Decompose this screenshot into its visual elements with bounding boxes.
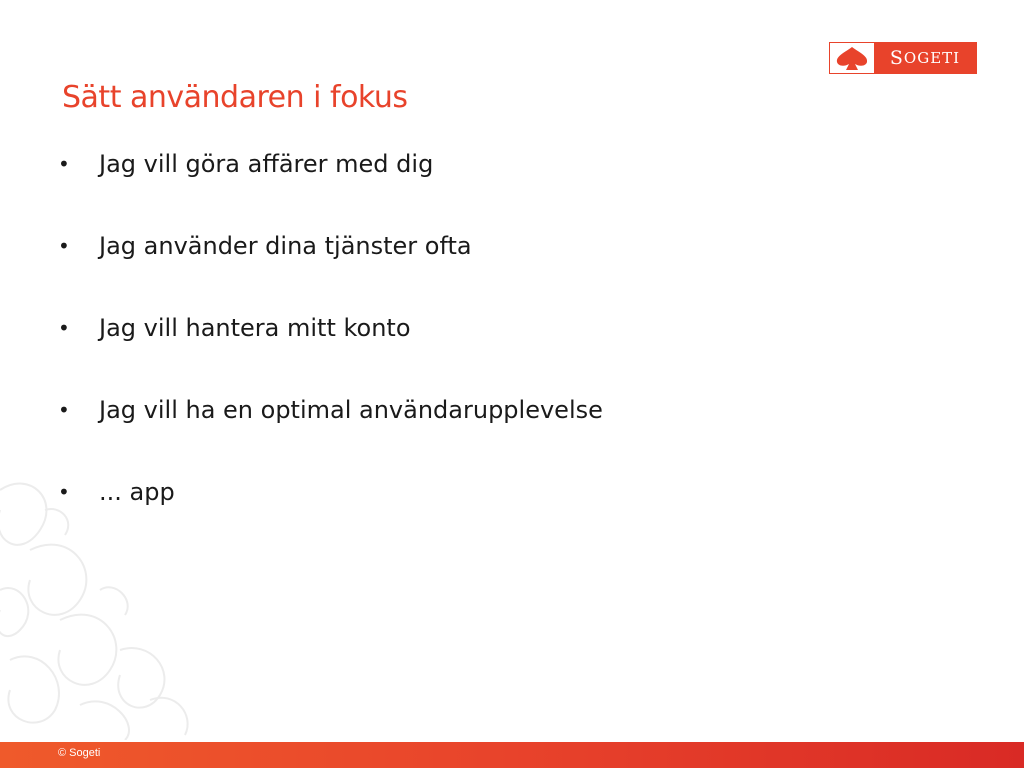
bullet-text: Jag vill göra affärer med dig — [99, 150, 434, 178]
logo-wordmark: S OGETI — [874, 43, 976, 73]
bullet-text: ... app — [99, 478, 175, 506]
bullet-point: • — [58, 152, 70, 176]
footer-copyright: © Sogeti — [58, 747, 101, 759]
watermark-pattern — [0, 470, 200, 740]
slide-title: Sätt användaren i fokus — [62, 80, 408, 115]
bullet-point: • — [58, 398, 70, 422]
sogeti-logo — [829, 42, 977, 74]
bullet-point: • — [58, 316, 70, 340]
bullet-text: Jag använder dina tjänster ofta — [99, 232, 472, 260]
spade-icon — [834, 45, 870, 71]
footer-bar — [0, 742, 1024, 768]
bullet-point: • — [58, 234, 70, 258]
bullet-text: Jag vill ha en optimal användarupplevelse — [99, 396, 603, 424]
bullet-point: • — [58, 480, 70, 504]
bullet-text: Jag vill hantera mitt konto — [99, 314, 411, 342]
